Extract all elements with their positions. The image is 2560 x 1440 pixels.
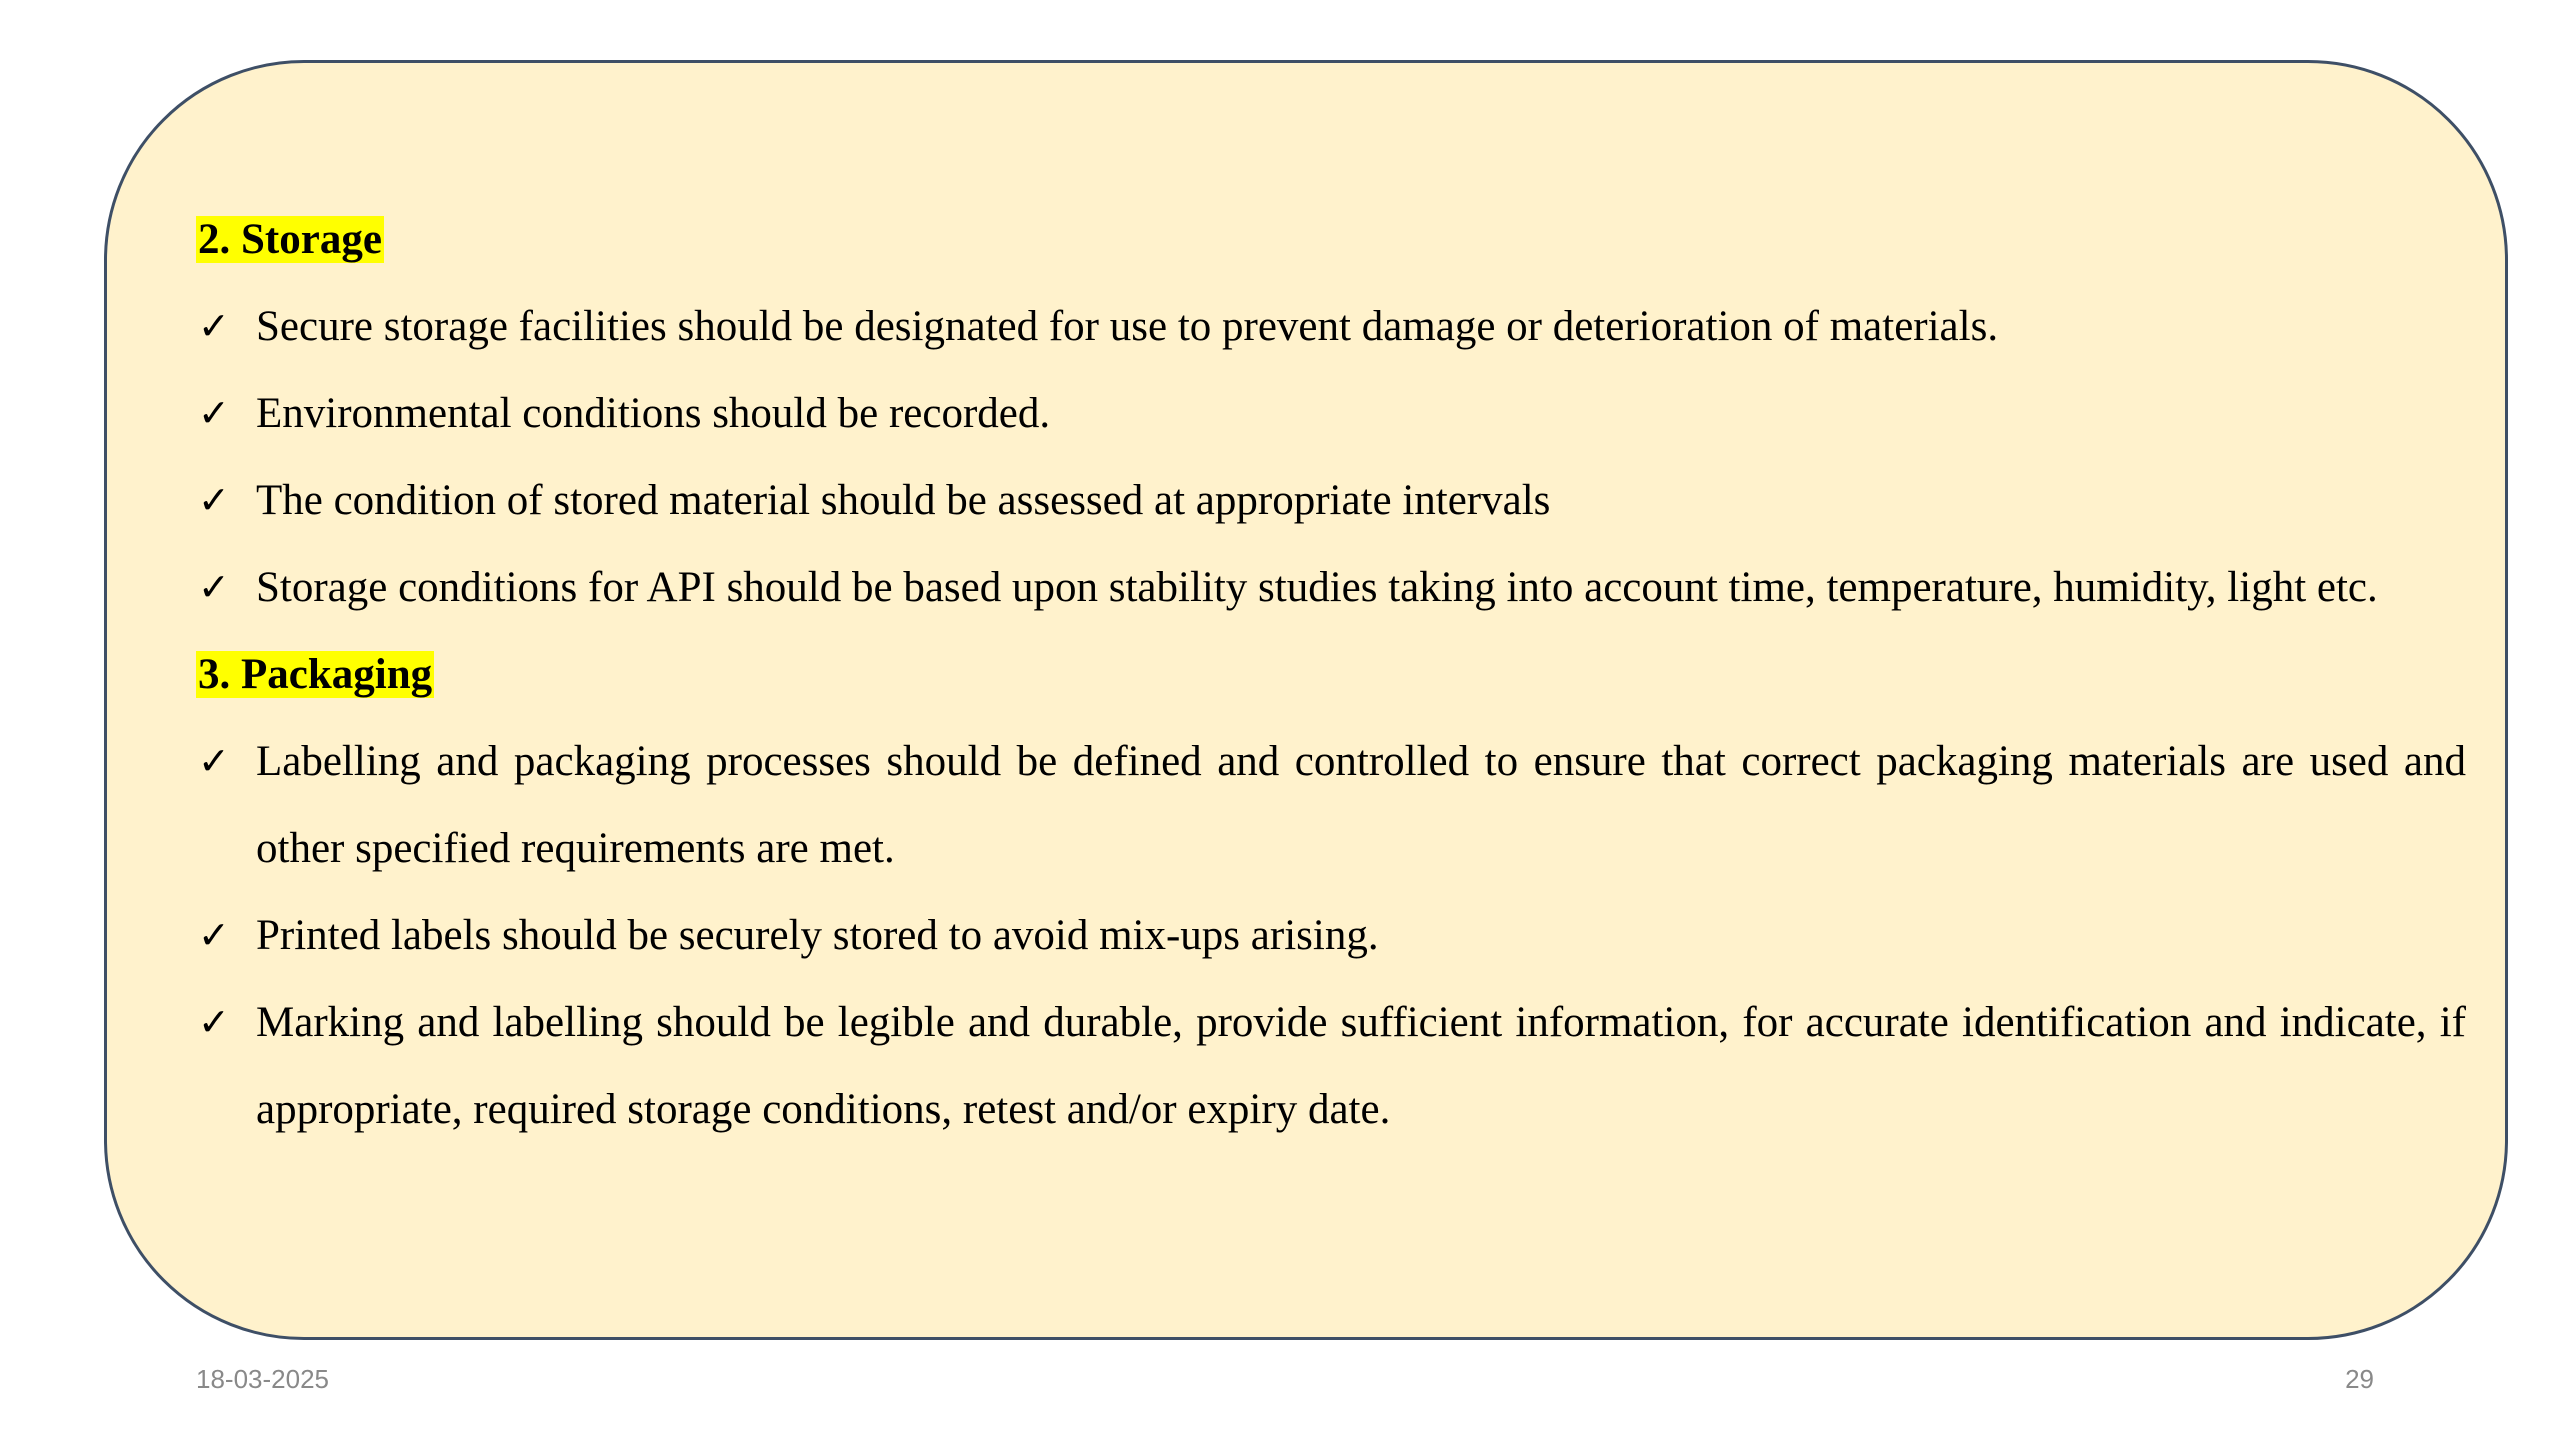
checkmark-icon: ✓: [198, 478, 230, 522]
storage-item: ✓ Secure storage facilities should be designated for use to prevent damage or deterioration of materials.: [196, 283, 2466, 370]
checkmark-icon: ✓: [198, 913, 230, 957]
checkmark-icon: ✓: [198, 565, 230, 609]
footer-date: 18-03-2025: [196, 1364, 329, 1394]
storage-item: ✓ The condition of stored material should be assessed at appropriate intervals: [196, 457, 2466, 544]
packaging-item: ✓ Labelling and packaging processes should be defined and controlled to ensure that correct packaging materials are used and other specified requirements are met.: [196, 718, 2466, 892]
storage-item: ✓ Storage conditions for API should be based upon stability studies taking into account time, temperature, humidity, light etc.: [196, 544, 2466, 631]
storage-item: ✓ Environmental conditions should be recorded.: [196, 370, 2466, 457]
checkmark-icon: ✓: [198, 391, 230, 435]
slide-content: [196, 196, 2466, 1153]
checkmark-icon: ✓: [198, 1000, 230, 1044]
packaging-heading: 3. Packaging: [198, 651, 433, 698]
storage-heading: 2. Storage: [198, 216, 382, 263]
checkmark-icon: ✓: [198, 739, 230, 783]
packaging-item: ✓ Marking and labelling should be legible and durable, provide sufficient information, for accurate identification and indicate, if appropriate, required storage conditions, retest and/or expiry date.: [196, 979, 2466, 1153]
packaging-item: ✓ Printed labels should be securely stored to avoid mix-ups arising.: [196, 892, 2466, 979]
page-number: 29: [2345, 1364, 2374, 1394]
checkmark-icon: ✓: [198, 304, 230, 348]
